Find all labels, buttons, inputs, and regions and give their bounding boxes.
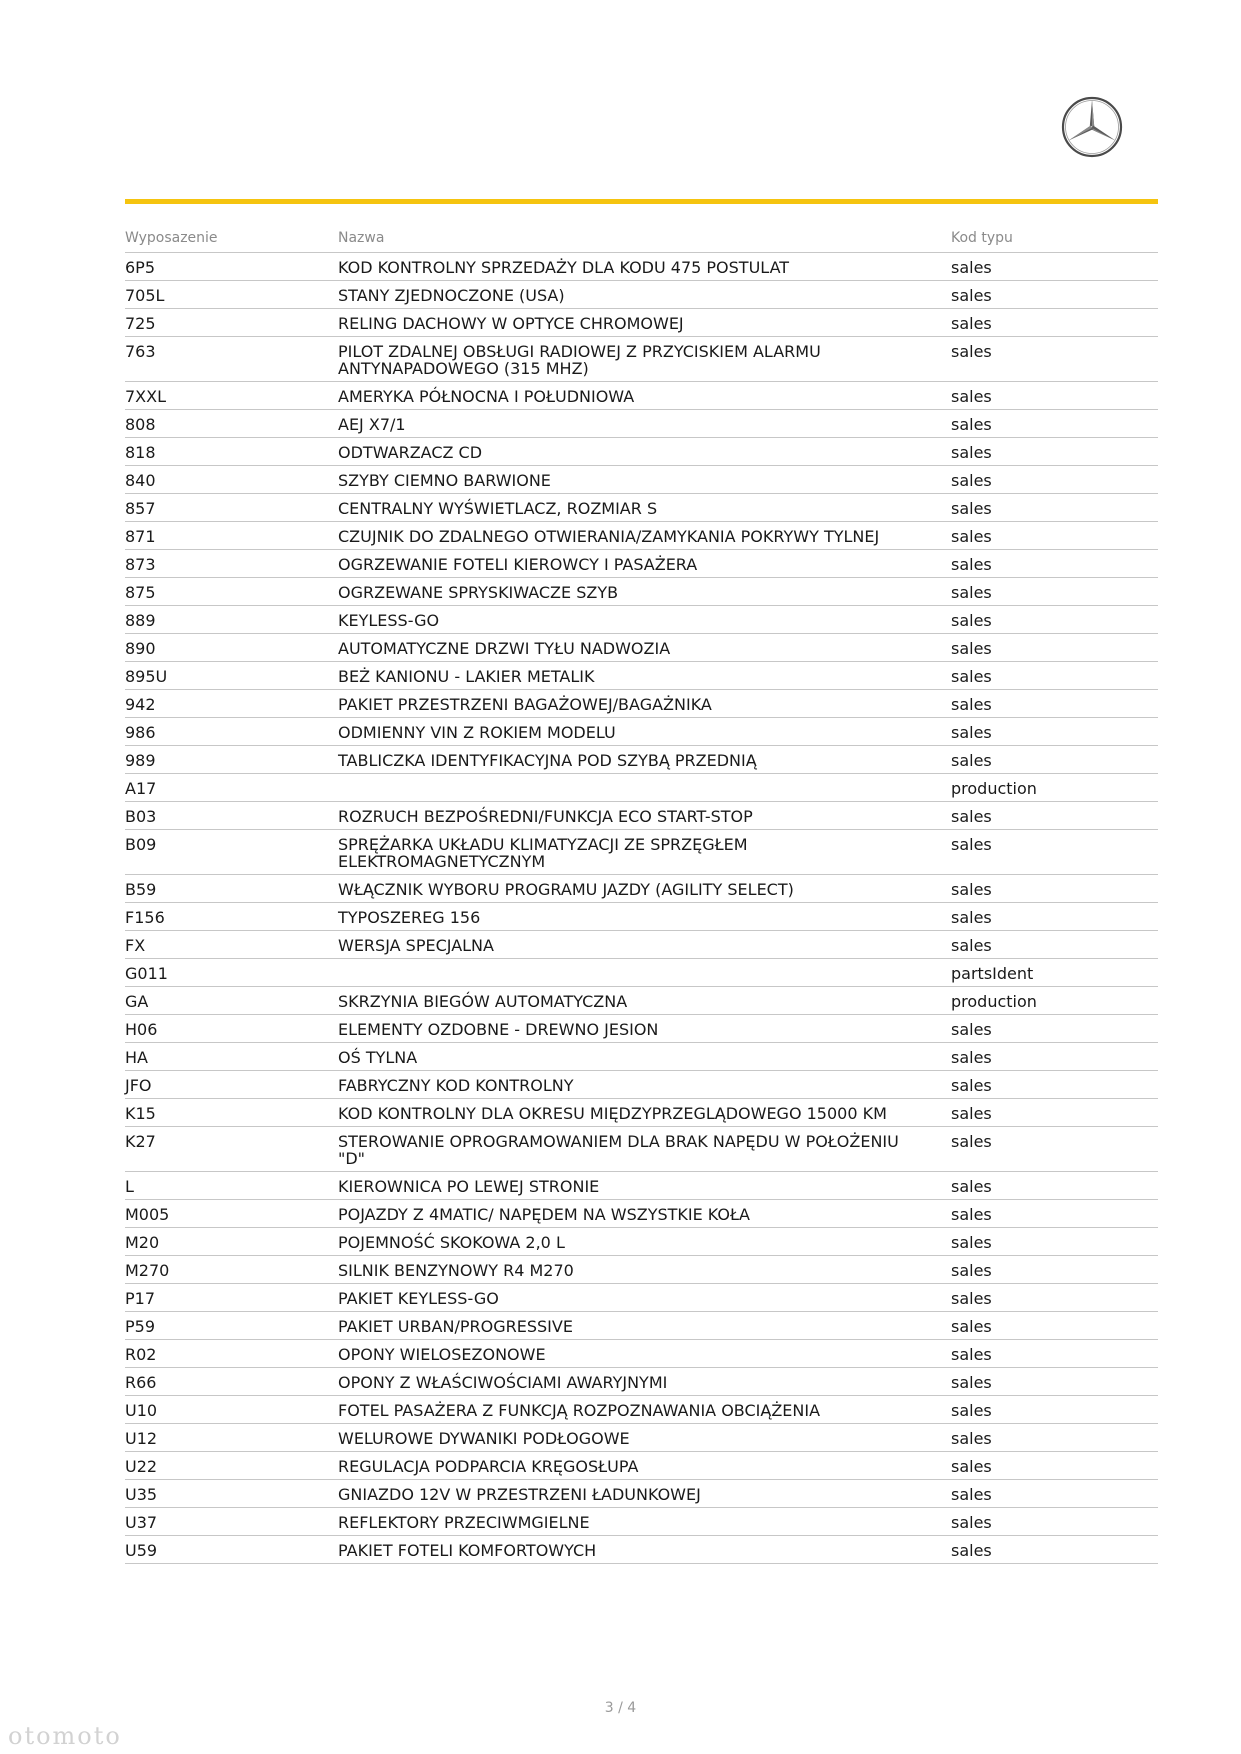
cell-type: sales — [951, 578, 1158, 606]
cell-type: sales — [951, 1368, 1158, 1396]
table-row — [125, 746, 1158, 774]
cell-name: OŚ TYLNA — [338, 1043, 951, 1071]
cell-code: G011 — [125, 959, 338, 987]
cell-name: BEŻ KANIONU - LAKIER METALIK — [338, 662, 951, 690]
cell-type: sales — [951, 718, 1158, 746]
table-row — [125, 1043, 1158, 1071]
cell-type: sales — [951, 1508, 1158, 1536]
cell-name: PILOT ZDALNEJ OBSŁUGI RADIOWEJ Z PRZYCISKIEM ALARMU ANTYNAPADOWEGO (315 MHZ) — [338, 337, 951, 382]
cell-type: sales — [951, 1172, 1158, 1200]
cell-type: sales — [951, 1015, 1158, 1043]
cell-type: sales — [951, 1127, 1158, 1172]
mercedes-star-logo-icon — [1060, 95, 1124, 159]
table-row — [125, 1480, 1158, 1508]
table-row — [125, 550, 1158, 578]
cell-code: M20 — [125, 1228, 338, 1256]
table-row — [125, 1508, 1158, 1536]
cell-type: sales — [951, 1284, 1158, 1312]
cell-name: ODMIENNY VIN Z ROKIEM MODELU — [338, 718, 951, 746]
cell-name: AUTOMATYCZNE DRZWI TYŁU NADWOZIA — [338, 634, 951, 662]
cell-name — [338, 959, 951, 987]
table-row — [125, 494, 1158, 522]
table-row — [125, 718, 1158, 746]
cell-type: sales — [951, 281, 1158, 309]
table-row — [125, 1536, 1158, 1564]
cell-code: R66 — [125, 1368, 338, 1396]
table-row — [125, 606, 1158, 634]
cell-code: L — [125, 1172, 338, 1200]
cell-type: sales — [951, 438, 1158, 466]
cell-type: sales — [951, 662, 1158, 690]
cell-code: U37 — [125, 1508, 338, 1536]
cell-type: sales — [951, 690, 1158, 718]
cell-code: 986 — [125, 718, 338, 746]
cell-code: 705L — [125, 281, 338, 309]
cell-code: 808 — [125, 410, 338, 438]
table-row — [125, 1015, 1158, 1043]
cell-code: 725 — [125, 309, 338, 337]
cell-name: RELING DACHOWY W OPTYCE CHROMOWEJ — [338, 309, 951, 337]
cell-code: 873 — [125, 550, 338, 578]
cell-code: B09 — [125, 830, 338, 875]
table-row — [125, 281, 1158, 309]
cell-code: F156 — [125, 903, 338, 931]
table-row — [125, 438, 1158, 466]
cell-type: sales — [951, 1256, 1158, 1284]
cell-name: AMERYKA PÓŁNOCNA I POŁUDNIOWA — [338, 382, 951, 410]
cell-name: PAKIET KEYLESS-GO — [338, 1284, 951, 1312]
cell-name: TYPOSZEREG 156 — [338, 903, 951, 931]
cell-name: OGRZEWANE SPRYSKIWACZE SZYB — [338, 578, 951, 606]
table-header-row — [125, 226, 1158, 253]
cell-code: U12 — [125, 1424, 338, 1452]
cell-type: sales — [951, 382, 1158, 410]
cell-name: WŁĄCZNIK WYBORU PROGRAMU JAZDY (AGILITY SELECT) — [338, 875, 951, 903]
cell-name: REGULACJA PODPARCIA KRĘGOSŁUPA — [338, 1452, 951, 1480]
cell-name: OGRZEWANIE FOTELI KIEROWCY I PASAŻERA — [338, 550, 951, 578]
cell-name: KOD KONTROLNY DLA OKRESU MIĘDZYPRZEGLĄDOWEGO 15000 KM — [338, 1099, 951, 1127]
table-row — [125, 634, 1158, 662]
table-row — [125, 1368, 1158, 1396]
cell-code: A17 — [125, 774, 338, 802]
cell-code: U22 — [125, 1452, 338, 1480]
cell-type: sales — [951, 337, 1158, 382]
cell-name: ROZRUCH BEZPOŚREDNI/FUNKCJA ECO START-STOP — [338, 802, 951, 830]
cell-code: 7XXL — [125, 382, 338, 410]
cell-type: sales — [951, 522, 1158, 550]
cell-name: KEYLESS-GO — [338, 606, 951, 634]
table-row — [125, 1256, 1158, 1284]
table-row — [125, 830, 1158, 875]
cell-name: KOD KONTROLNY SPRZEDAŻY DLA KODU 475 POSTULAT — [338, 253, 951, 281]
cell-name: OPONY WIELOSEZONOWE — [338, 1340, 951, 1368]
cell-name — [338, 774, 951, 802]
cell-code: K15 — [125, 1099, 338, 1127]
cell-code: 6P5 — [125, 253, 338, 281]
cell-type: production — [951, 987, 1158, 1015]
table-row — [125, 466, 1158, 494]
table-row — [125, 253, 1158, 281]
watermark: otomoto — [8, 1722, 122, 1750]
header-type: Kod typu — [951, 226, 1158, 253]
table-row — [125, 382, 1158, 410]
cell-code: 818 — [125, 438, 338, 466]
cell-code: B59 — [125, 875, 338, 903]
cell-type: sales — [951, 253, 1158, 281]
cell-name: KIEROWNICA PO LEWEJ STRONIE — [338, 1172, 951, 1200]
cell-code: 875 — [125, 578, 338, 606]
cell-type: partsIdent — [951, 959, 1158, 987]
cell-name: CZUJNIK DO ZDALNEGO OTWIERANIA/ZAMYKANIA POKRYWY TYLNEJ — [338, 522, 951, 550]
table-row — [125, 1099, 1158, 1127]
table-row — [125, 662, 1158, 690]
cell-code: 942 — [125, 690, 338, 718]
cell-type: sales — [951, 1536, 1158, 1564]
cell-type: sales — [951, 634, 1158, 662]
equipment-table — [125, 226, 1158, 1564]
cell-type: sales — [951, 1071, 1158, 1099]
cell-type: sales — [951, 1099, 1158, 1127]
cell-code: B03 — [125, 802, 338, 830]
table-row — [125, 774, 1158, 802]
cell-code: P17 — [125, 1284, 338, 1312]
cell-type: sales — [951, 1424, 1158, 1452]
table-row — [125, 1312, 1158, 1340]
cell-code: 895U — [125, 662, 338, 690]
cell-name: POJEMNOŚĆ SKOKOWA 2,0 L — [338, 1228, 951, 1256]
cell-type: sales — [951, 309, 1158, 337]
cell-code: U10 — [125, 1396, 338, 1424]
cell-name: WERSJA SPECJALNA — [338, 931, 951, 959]
cell-type: sales — [951, 1396, 1158, 1424]
cell-name: GNIAZDO 12V W PRZESTRZENI ŁADUNKOWEJ — [338, 1480, 951, 1508]
table-row — [125, 903, 1158, 931]
cell-name: SPRĘŻARKA UKŁADU KLIMATYZACJI ZE SPRZĘGŁEM ELEKTROMAGNETYCZNYM — [338, 830, 951, 875]
cell-code: 763 — [125, 337, 338, 382]
cell-type: sales — [951, 1312, 1158, 1340]
header-accent-rule — [125, 199, 1158, 204]
table-row — [125, 522, 1158, 550]
cell-type: sales — [951, 494, 1158, 522]
table-row — [125, 987, 1158, 1015]
table-row — [125, 1172, 1158, 1200]
cell-name: CENTRALNY WYŚWIETLACZ, ROZMIAR S — [338, 494, 951, 522]
cell-type: sales — [951, 410, 1158, 438]
header-name: Nazwa — [338, 226, 951, 253]
cell-code: H06 — [125, 1015, 338, 1043]
cell-name: PAKIET FOTELI KOMFORTOWYCH — [338, 1536, 951, 1564]
cell-type: sales — [951, 802, 1158, 830]
cell-code: M005 — [125, 1200, 338, 1228]
header-code: Wyposazenie — [125, 226, 338, 253]
table-row — [125, 931, 1158, 959]
cell-code: GA — [125, 987, 338, 1015]
table-row — [125, 1228, 1158, 1256]
cell-name: STEROWANIE OPROGRAMOWANIEM DLA BRAK NAPĘDU W POŁOŻENIU "D" — [338, 1127, 951, 1172]
cell-name: WELUROWE DYWANIKI PODŁOGOWE — [338, 1424, 951, 1452]
cell-name: ELEMENTY OZDOBNE - DREWNO JESION — [338, 1015, 951, 1043]
cell-code: U59 — [125, 1536, 338, 1564]
cell-type: sales — [951, 1200, 1158, 1228]
cell-name: TABLICZKA IDENTYFIKACYJNA POD SZYBĄ PRZEDNIĄ — [338, 746, 951, 774]
table-row — [125, 578, 1158, 606]
cell-type: sales — [951, 1452, 1158, 1480]
cell-type: sales — [951, 1480, 1158, 1508]
table-row — [125, 959, 1158, 987]
table-row — [125, 1284, 1158, 1312]
table-row — [125, 410, 1158, 438]
cell-name: SKRZYNIA BIEGÓW AUTOMATYCZNA — [338, 987, 951, 1015]
cell-code: FX — [125, 931, 338, 959]
cell-type: production — [951, 774, 1158, 802]
cell-name: PAKIET PRZESTRZENI BAGAŻOWEJ/BAGAŻNIKA — [338, 690, 951, 718]
cell-type: sales — [951, 466, 1158, 494]
cell-code: R02 — [125, 1340, 338, 1368]
cell-name: AEJ X7/1 — [338, 410, 951, 438]
cell-type: sales — [951, 830, 1158, 875]
cell-type: sales — [951, 550, 1158, 578]
cell-name: OPONY Z WŁAŚCIWOŚCIAMI AWARYJNYMI — [338, 1368, 951, 1396]
table-row — [125, 1452, 1158, 1480]
cell-code: 989 — [125, 746, 338, 774]
page-number: 3 / 4 — [604, 1700, 637, 1716]
cell-name: FABRYCZNY KOD KONTROLNY — [338, 1071, 951, 1099]
cell-name: PAKIET URBAN/PROGRESSIVE — [338, 1312, 951, 1340]
cell-code: 840 — [125, 466, 338, 494]
cell-name: FOTEL PASAŻERA Z FUNKCJĄ ROZPOZNAWANIA OBCIĄŻENIA — [338, 1396, 951, 1424]
cell-type: sales — [951, 1340, 1158, 1368]
cell-type: sales — [951, 931, 1158, 959]
table-row — [125, 802, 1158, 830]
table-row — [125, 1424, 1158, 1452]
table-row — [125, 1396, 1158, 1424]
cell-code: P59 — [125, 1312, 338, 1340]
cell-code: 871 — [125, 522, 338, 550]
cell-code: 890 — [125, 634, 338, 662]
cell-code: U35 — [125, 1480, 338, 1508]
cell-type: sales — [951, 875, 1158, 903]
cell-name: POJAZDY Z 4MATIC/ NAPĘDEM NA WSZYSTKIE KOŁA — [338, 1200, 951, 1228]
cell-code: 889 — [125, 606, 338, 634]
table-row — [125, 1200, 1158, 1228]
cell-code: JFO — [125, 1071, 338, 1099]
cell-type: sales — [951, 903, 1158, 931]
cell-code: K27 — [125, 1127, 338, 1172]
cell-type: sales — [951, 746, 1158, 774]
cell-name: REFLEKTORY PRZECIWMGIELNE — [338, 1508, 951, 1536]
table-row — [125, 1340, 1158, 1368]
table-row — [125, 875, 1158, 903]
cell-name: ODTWARZACZ CD — [338, 438, 951, 466]
cell-type: sales — [951, 1228, 1158, 1256]
cell-code: M270 — [125, 1256, 338, 1284]
cell-type: sales — [951, 1043, 1158, 1071]
cell-code: HA — [125, 1043, 338, 1071]
table-row — [125, 690, 1158, 718]
cell-code: 857 — [125, 494, 338, 522]
table-row — [125, 337, 1158, 382]
table-row — [125, 1127, 1158, 1172]
cell-name: STANY ZJEDNOCZONE (USA) — [338, 281, 951, 309]
table-row — [125, 1071, 1158, 1099]
table-row — [125, 309, 1158, 337]
cell-name: SILNIK BENZYNOWY R4 M270 — [338, 1256, 951, 1284]
cell-type: sales — [951, 606, 1158, 634]
cell-name: SZYBY CIEMNO BARWIONE — [338, 466, 951, 494]
